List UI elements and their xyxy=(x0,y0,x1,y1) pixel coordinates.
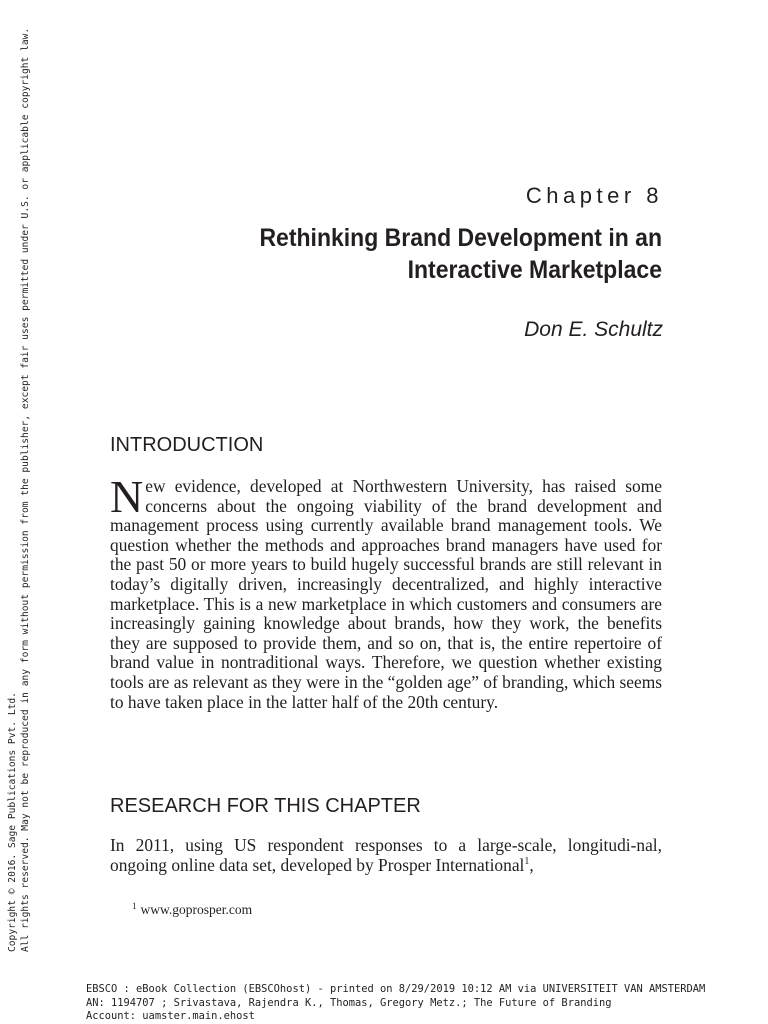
introduction-heading: INTRODUCTION xyxy=(110,434,264,456)
footnote-reference: 1 xyxy=(524,855,530,867)
research-trailing: , xyxy=(529,854,534,875)
ebsco-line-1: EBSCO : eBook Collection (EBSCOhost) - printed on 8/29/2019 10:12 AM via UNIVERSITEIT VAN AMSTERDAM xyxy=(86,983,706,995)
drop-cap: N xyxy=(110,471,144,522)
introduction-text: ew evidence, developed at Northwestern University, has raised some concerns about the ongoing viability of the brand development and management process using currently available brand management tools. We question whether the methods and approaches brand managers have used for the past 50 or more years to build hugely successful brands are still relevant in today’s digitally driven, increasingly decentralized, and highly interactive marketplace. This is a new marketplace in which customers and consumers are increasingly gaining knowledge about brands, how they work, the benefits they are supposed to provide them, and so on, that is, the entire repertoire of brand value in nontraditional ways. Therefore, we question whether existing tools are as relevant as they were in the “golden age” of branding, which seems to have taken place in the latter half of the 20th century. xyxy=(110,476,662,712)
research-heading: RESEARCH FOR THIS CHAPTER xyxy=(110,795,421,817)
ebsco-line-2: AN: 1194707 ; Srivastava, Rajendra K., Thomas, Gregory Metz.; The Future of Branding xyxy=(86,996,612,1009)
chapter-title xyxy=(184,222,662,286)
ebsco-line-3: Account: uamster.main.ehost xyxy=(86,1010,255,1023)
author-name: Don E. Schultz xyxy=(524,318,663,341)
ebsco-footer xyxy=(86,983,705,1024)
footnote-text: www.goprosper.com xyxy=(140,902,253,917)
chapter-title-line-1: Rethinking Brand Development in an xyxy=(259,224,662,252)
footnote xyxy=(132,902,252,918)
side-copyright-notice xyxy=(6,0,46,952)
chapter-label: Chapter 8 xyxy=(525,183,663,208)
rights-reserved-line: All rights reserved. May not be reproduced in any form without permission from the publisher, except fair uses permitted under U.S. or applicable copyright law. xyxy=(20,27,31,952)
chapter-title-line-2: Interactive Marketplace xyxy=(407,256,662,284)
copyright-line: Copyright © 2016. Sage Publications Pvt. Ltd. xyxy=(7,692,18,952)
research-paragraph xyxy=(110,836,662,875)
footnote-number: 1 xyxy=(132,900,137,911)
introduction-paragraph xyxy=(110,471,662,712)
research-text: In 2011, using US respondent responses to a large-scale, longitudi-nal, ongoing online data set, developed by Prosper International xyxy=(110,835,662,875)
